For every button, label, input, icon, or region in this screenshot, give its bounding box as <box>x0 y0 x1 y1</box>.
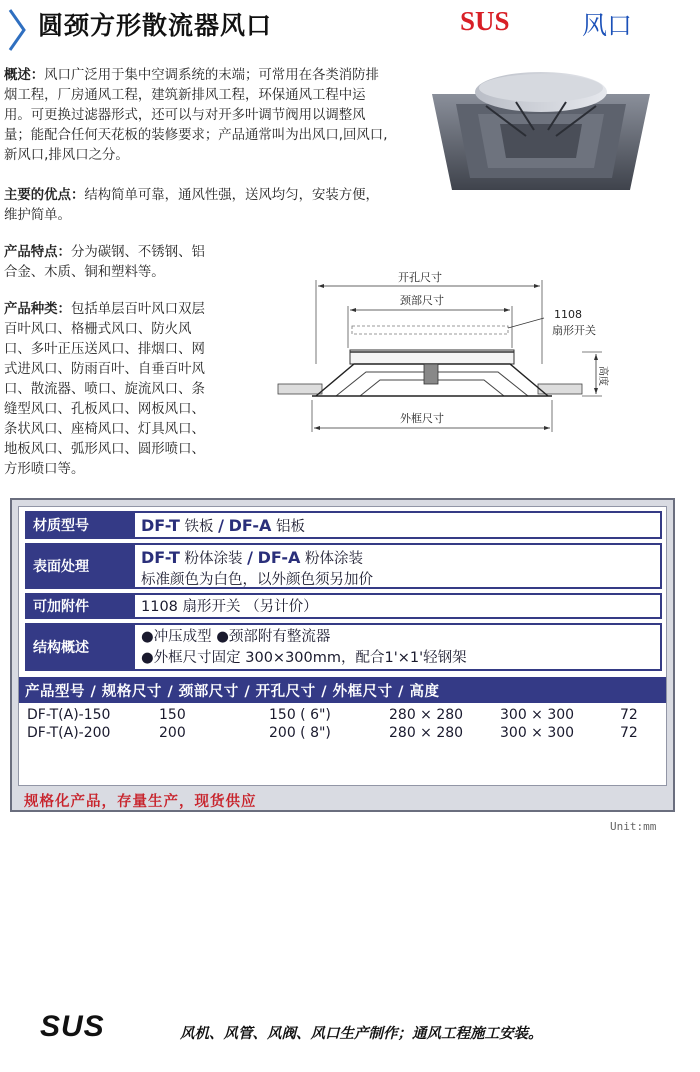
structure-value <box>141 625 656 669</box>
surface-value <box>141 545 656 587</box>
features-text: 分为碳钢、不锈钢、铝合金、木质、铜和塑料等。 <box>4 245 205 280</box>
brand-mark: SUS <box>460 6 510 36</box>
dimension-diagram <box>276 268 616 438</box>
spec-row-structure <box>25 623 662 671</box>
cell-neck: 200 ( 8") <box>269 725 331 741</box>
spec-row-surface <box>25 543 662 589</box>
category-label: 风口 <box>582 11 633 40</box>
footer-text: 风机、风管、风阀、风口生产制作；通风工程施工安装。 <box>180 1026 543 1042</box>
accessory-value: 1108 扇形开关 （另计价） <box>141 599 318 615</box>
switch-code-label: 1108 <box>554 308 582 321</box>
cell-size: 150 <box>159 707 186 723</box>
page-title: 圆颈方形散流器风口 <box>38 11 273 40</box>
material-name-2: 铝板 <box>275 519 305 535</box>
cell-size: 200 <box>159 725 186 741</box>
spec-panel-inner <box>18 506 667 786</box>
features-label: 产品特点： <box>4 245 71 260</box>
spec-row-material <box>25 511 662 539</box>
material-code-1: DF-T <box>141 516 180 535</box>
surface-name-2: 粉体涂装 <box>304 551 363 567</box>
advantages-text: 结构简单可靠，通风性强，送风均匀，安装方便，维护简单。 <box>4 188 379 223</box>
structure-line-1: ●冲压成型 ●颈部附有整流器 <box>141 629 331 645</box>
material-name-1: 铁板 <box>184 519 214 535</box>
types-label: 产品种类： <box>4 302 71 317</box>
cell-frame: 300 × 300 <box>500 725 575 741</box>
header <box>0 0 700 60</box>
surface-separator: / <box>247 548 253 567</box>
types-paragraph <box>4 300 218 480</box>
surface-label: 表面处理 <box>27 545 135 587</box>
opening-size-label: 开孔尺寸 <box>398 271 442 284</box>
table-header: 产品型号 / 规格尺寸 / 颈部尺寸 / 开孔尺寸 / 外框尺寸 / 高度 <box>19 677 666 703</box>
footer-brand: SUS <box>40 1010 105 1043</box>
material-label: 材质型号 <box>27 513 135 537</box>
cell-hole: 280 × 280 <box>389 707 464 723</box>
slogan: 规格化产品，存量生产，现货供应 <box>24 794 257 810</box>
cell-height: 72 <box>620 725 638 741</box>
height-label: 高度 <box>597 366 608 386</box>
diffuser-photo <box>426 66 656 196</box>
switch-name-label: 扇形开关 <box>552 324 596 337</box>
surface-code-1: DF-T <box>141 548 180 567</box>
types-text: 包括单层百叶风口双层百叶风口、格栅式风口、防火风口、多叶正压送风口、排烟口、网式进风口、防雨百叶、自垂百叶风口、散流器、喷口、旋流风口、条缝型风口、孔板风口、网板风口、条状风口、座椅风口、灯具风口、地板风口、弧形风口、圆形喷口、方形喷口等。 <box>4 302 205 477</box>
overview-paragraph <box>4 66 392 166</box>
neck-size-label: 颈部尺寸 <box>400 294 444 307</box>
advantages-paragraph <box>4 186 392 226</box>
accessory-label: 可加附件 <box>27 595 135 617</box>
material-code-2: DF-A <box>228 516 272 535</box>
spec-row-accessory <box>25 593 662 619</box>
advantages-label: 主要的优点： <box>4 188 85 203</box>
cell-model: DF-T(A)-150 <box>27 707 111 723</box>
cell-hole: 280 × 280 <box>389 725 464 741</box>
material-separator: / <box>218 516 224 535</box>
material-value <box>141 513 656 537</box>
cell-frame: 300 × 300 <box>500 707 575 723</box>
structure-line-2: ●外框尺寸固定 300×300mm，配合1'×1'轻钢架 <box>141 650 467 666</box>
unit-label: Unit:mm <box>610 820 657 833</box>
spec-panel <box>10 498 675 812</box>
frame-size-label: 外框尺寸 <box>400 412 444 425</box>
cell-neck: 150 ( 6") <box>269 707 331 723</box>
features-paragraph <box>4 243 218 283</box>
cell-height: 72 <box>620 707 638 723</box>
overview-text: 风口广泛用于集中空调系统的末端；可常用在各类消防排烟工程，厂房通风工程，建筑新排风工程，环保通风工程中运用。可更换过滤器形式，还可以与对开多叶调节阀用以调整风量；能配合任何天花板的装修要求；产品通常叫为出风口,回风口,新风口,排风口之分。 <box>4 68 388 163</box>
chevron-right-icon <box>6 8 28 52</box>
overview-label: 概述： <box>4 68 45 83</box>
surface-note: 标准颜色为白色，以外颜色须另加价 <box>141 572 373 588</box>
cell-model: DF-T(A)-200 <box>27 725 111 741</box>
structure-label: 结构概述 <box>27 625 135 669</box>
surface-code-2: DF-A <box>257 548 301 567</box>
surface-name-1: 粉体涂装 <box>184 551 243 567</box>
